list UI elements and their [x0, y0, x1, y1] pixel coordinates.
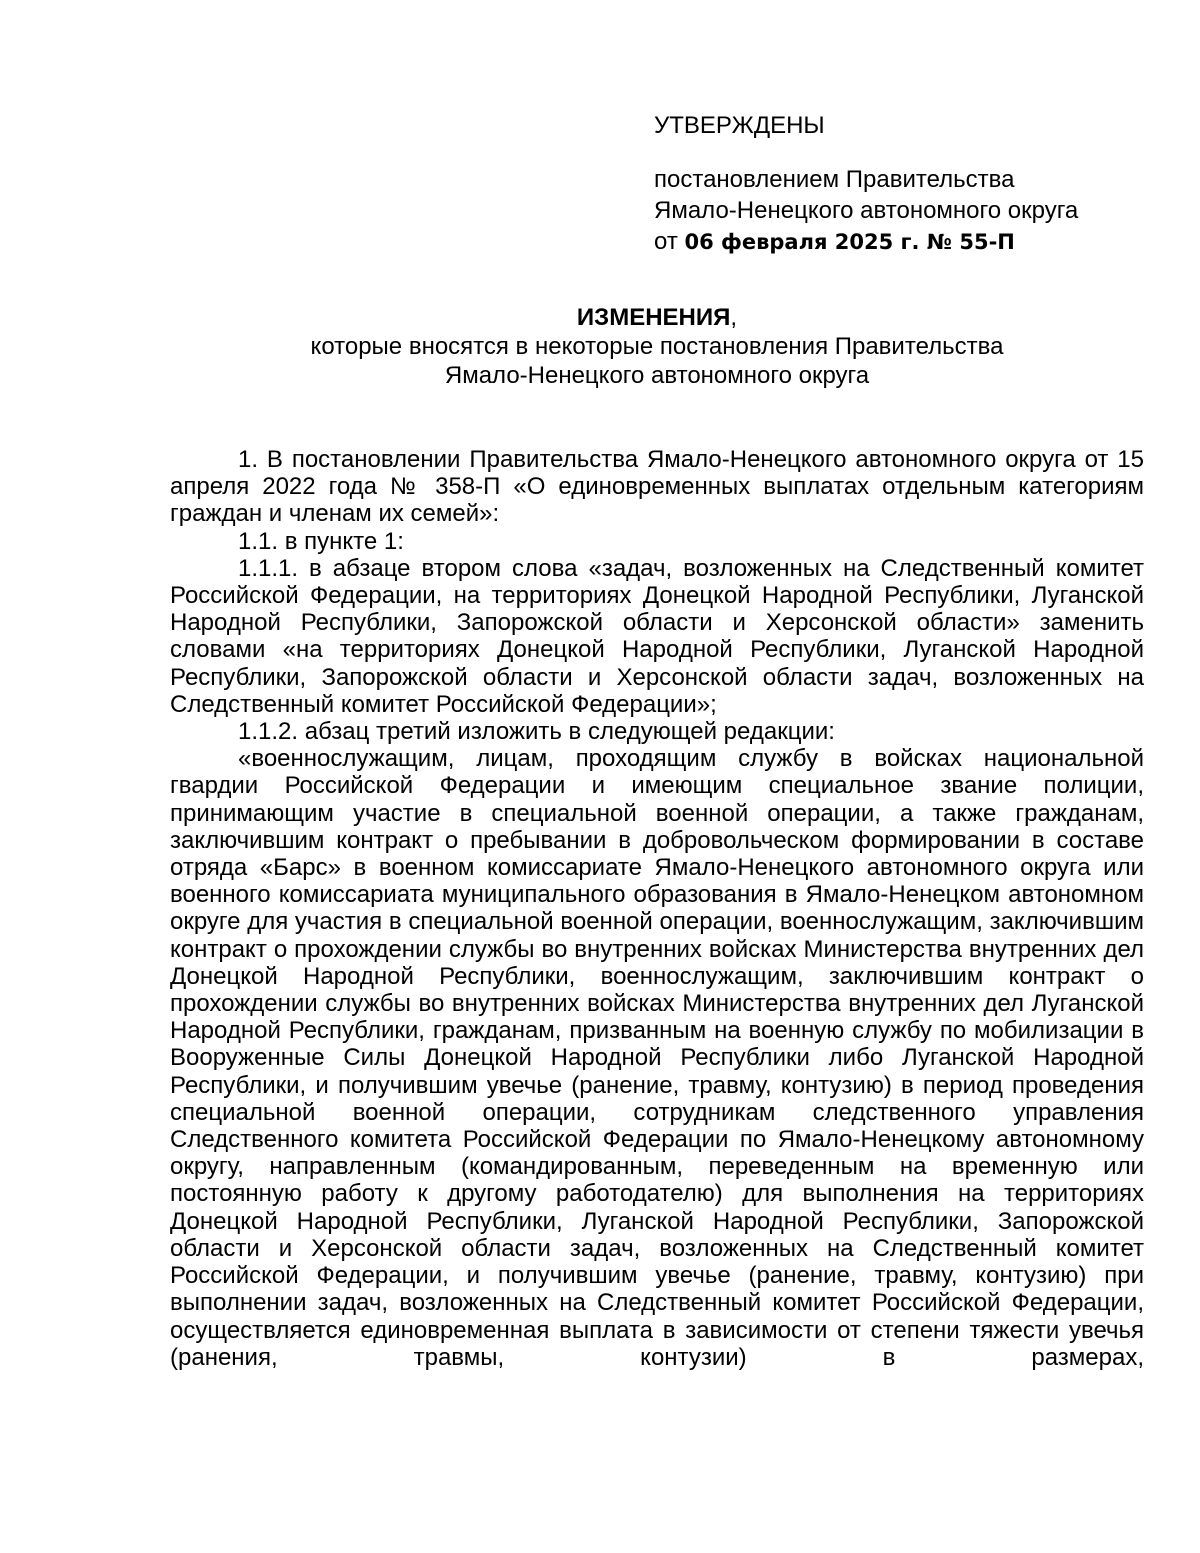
title-word: ИЗМЕНЕНИЯ — [576, 304, 731, 331]
paragraph-5: «военнослужащим, лицам, проходящим службу в войсках национальной гвардии Российской Федерации и имеющим специальное звание полиции, принимающим участие в специальной военной операции, а также гражданам, заключившим контракт о пребывании в добровольческом формировании в составе отряда «Барс» в военном комиссариате Ямало-Ненецкого автономного округа или военного комиссариата муниципального образования в Ямало-Ненецком автономном округе для участия в специальной военной операции, военнослужащим, заключившим контракт о прохождении службы во внутренних войсках Министерства внутренних дел Донецкой Народной Республики, военнослужащим, заключившим контракт о прохождении службы во внутренних войсках Министерства внутренних дел Луганской Народной Республики, гражданам, призванным на военную службу по мобилизации в Вооруженные Силы Донецкой Народной Республики либо Луганской Народной Республики, и получившим увечье (ранение, травму, контузию) в период проведения специальной военной операции, сотрудникам следственного управления Следственного комитета Российской Федерации по Ямало-Ненецкому автономному округу, направленным (командированным, переведенным на временную или постоянную работу к другому работодателю) для выполнения на территориях Донецкой Народной Республики, Луганской Народной Республики, Запорожской области и Херсонской области задач, возложенных на Следственный комитет Российской Федерации, и получившим увечье (ранение, травму, контузию) при выполнении задач, возложенных на Следственный комитет Российской Федерации, осуществляется единовременная выплата в зависимости от степени тяжести увечья (ранения, травмы, контузии) в размерах, — [170, 745, 1144, 1371]
approval-line-2: Ямало-Ненецкого автономного округа — [654, 197, 1079, 224]
paragraph-1: 1. В постановлении Правительства Ямало-Ненецкого автономного округа от 15 апреля 2022 года № 358-П «О единовременных выплатах отдельным категориям граждан и членам их семей»: — [170, 446, 1144, 528]
approval-date-prefix: от — [654, 228, 685, 255]
paragraph-2: 1.1. в пункте 1: — [238, 527, 404, 555]
approval-line-1: постановлением Правительства — [654, 166, 1015, 193]
document-body — [170, 446, 1144, 1371]
paragraph-4: 1.1.2. абзац третий изложить в следующей редакции: — [238, 718, 835, 746]
approval-heading: УТВЕРЖДЕНЫ — [654, 112, 825, 139]
approval-date-line — [654, 226, 1174, 258]
title-line-1 — [170, 303, 1144, 332]
title-comma: , — [730, 304, 738, 331]
title-line-2: которые вносятся в некоторые постановления Правительства — [310, 333, 1004, 360]
title-line-3: Ямало-Ненецкого автономного округа — [444, 362, 870, 389]
approval-block — [654, 110, 1174, 258]
paragraph-3: 1.1.1. в абзаце втором слова «задач, возложенных на Следственный комитет Российской Федерации, на территориях Донецкой Народной Республики, Луганской Народной Республики, Запорожской области и Херсонской области» заменить словами «на территориях Донецкой Народной Республики, Луганской Народной Республики, Запорожской области и Херсонской области задач, возложенных на Следственный комитет Российской Федерации»; — [170, 554, 1144, 718]
document-title — [170, 303, 1144, 390]
approval-date-number: 06 февраля 2025 г. № 55-П — [684, 230, 1015, 254]
